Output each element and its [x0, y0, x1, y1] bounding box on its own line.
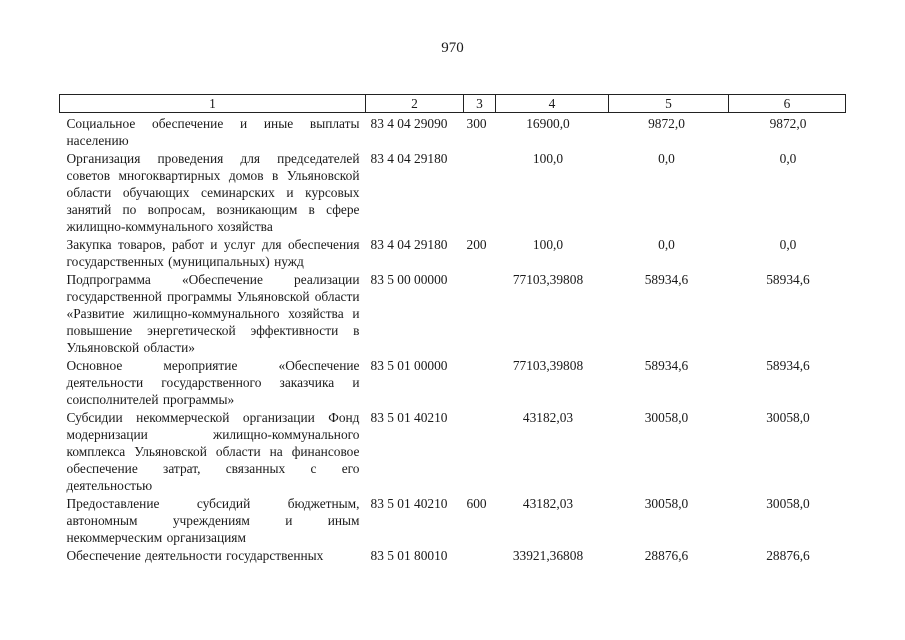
row-name: Основное мероприятие «Обеспечение деятельности государственного заказчика и соисполнителей программы» — [66, 358, 360, 407]
row-value-4: 43182,03 — [522, 496, 574, 511]
table-row — [60, 409, 846, 495]
row-value-6: 28876,6 — [766, 548, 810, 563]
row-value-4: 43182,03 — [522, 410, 574, 425]
row-name: Организация проведения для председателей советов многоквартирных домов в Ульяновской области обучающих семинарских и курсовых занятий по вопросам, возникающим в сфере жилищно-коммунального хозяйства — [66, 151, 360, 234]
header-col-3: 3 — [464, 95, 496, 113]
table-row — [60, 547, 846, 564]
row-kvr: 200 — [466, 237, 487, 252]
row-kvr — [464, 150, 496, 236]
row-value-5: 28876,6 — [644, 548, 689, 563]
row-value-5: 0,0 — [658, 151, 675, 166]
row-value-5: 9872,0 — [648, 116, 685, 131]
row-code: 83 5 01 00000 — [370, 358, 448, 373]
row-value-6: 0,0 — [779, 151, 797, 166]
row-value-6: 30058,0 — [766, 496, 810, 511]
row-value-4: 100,0 — [532, 237, 564, 252]
page-number: 970 — [441, 40, 464, 56]
row-value-5: 0,0 — [658, 237, 675, 252]
row-value-5: 30058,0 — [644, 410, 689, 425]
row-value-6: 9872,0 — [769, 116, 807, 131]
row-kvr — [464, 271, 496, 357]
row-value-4: 33921,36808 — [512, 548, 584, 563]
row-name: Подпрограмма «Обеспечение реализации государственной программы Ульяновской области «Развитие жилищно-коммунального хозяйства и повышение энергетической эффективности в Ульяновской области» — [66, 272, 360, 355]
row-value-4: 16900,0 — [526, 116, 570, 131]
row-code: 83 5 01 40210 — [370, 410, 448, 425]
row-value-4: 77103,39808 — [512, 358, 584, 373]
row-kvr — [464, 357, 496, 409]
row-kvr — [464, 547, 496, 564]
row-code: 83 5 01 40210 — [370, 496, 448, 511]
row-value-5: 30058,0 — [644, 496, 689, 511]
row-name: Обеспечение деятельности государственных — [66, 548, 324, 563]
row-code: 83 5 00 00000 — [370, 272, 448, 287]
row-value-5: 58934,6 — [644, 272, 689, 287]
header-col-5: 5 — [609, 95, 729, 113]
header-col-4: 4 — [496, 95, 609, 113]
row-kvr: 300 — [466, 116, 487, 131]
row-code: 83 4 04 29180 — [370, 237, 448, 252]
table-body — [60, 113, 846, 565]
table-row — [60, 113, 846, 151]
row-kvr: 600 — [466, 496, 487, 511]
row-name: Субсидии некоммерческой организации Фонд модернизации жилищно-коммунального комплекса Ульяновской области на финансовое обеспечение затрат, связанных с его деятельностью — [66, 410, 360, 493]
table-row — [60, 495, 846, 547]
header-col-1: 1 — [60, 95, 366, 113]
header-col-6: 6 — [729, 95, 846, 113]
row-name: Предоставление субсидий бюджетным, автономным учреждениям и иным некоммерческим организациям — [66, 496, 360, 545]
row-value-5: 58934,6 — [644, 358, 689, 373]
table-row — [60, 271, 846, 357]
header-col-2: 2 — [366, 95, 464, 113]
row-value-6: 30058,0 — [766, 410, 810, 425]
row-value-6: 58934,6 — [766, 272, 810, 287]
table-row — [60, 236, 846, 271]
row-code: 83 4 04 29090 — [370, 116, 448, 131]
row-name: Закупка товаров, работ и услуг для обеспечения государственных (муниципальных) нужд — [66, 237, 360, 269]
table-row — [60, 150, 846, 236]
row-code: 83 4 04 29180 — [370, 151, 448, 166]
row-value-6: 58934,6 — [766, 358, 810, 373]
row-name: Социальное обеспечение и иные выплаты населению — [66, 116, 360, 148]
header-row — [60, 95, 846, 113]
budget-table — [59, 94, 846, 564]
row-code: 83 5 01 80010 — [370, 548, 448, 563]
row-value-4: 77103,39808 — [512, 272, 584, 287]
table-row — [60, 357, 846, 409]
row-value-6: 0,0 — [779, 237, 797, 252]
row-kvr — [464, 409, 496, 495]
row-value-4: 100,0 — [532, 151, 564, 166]
table-header — [60, 95, 846, 113]
